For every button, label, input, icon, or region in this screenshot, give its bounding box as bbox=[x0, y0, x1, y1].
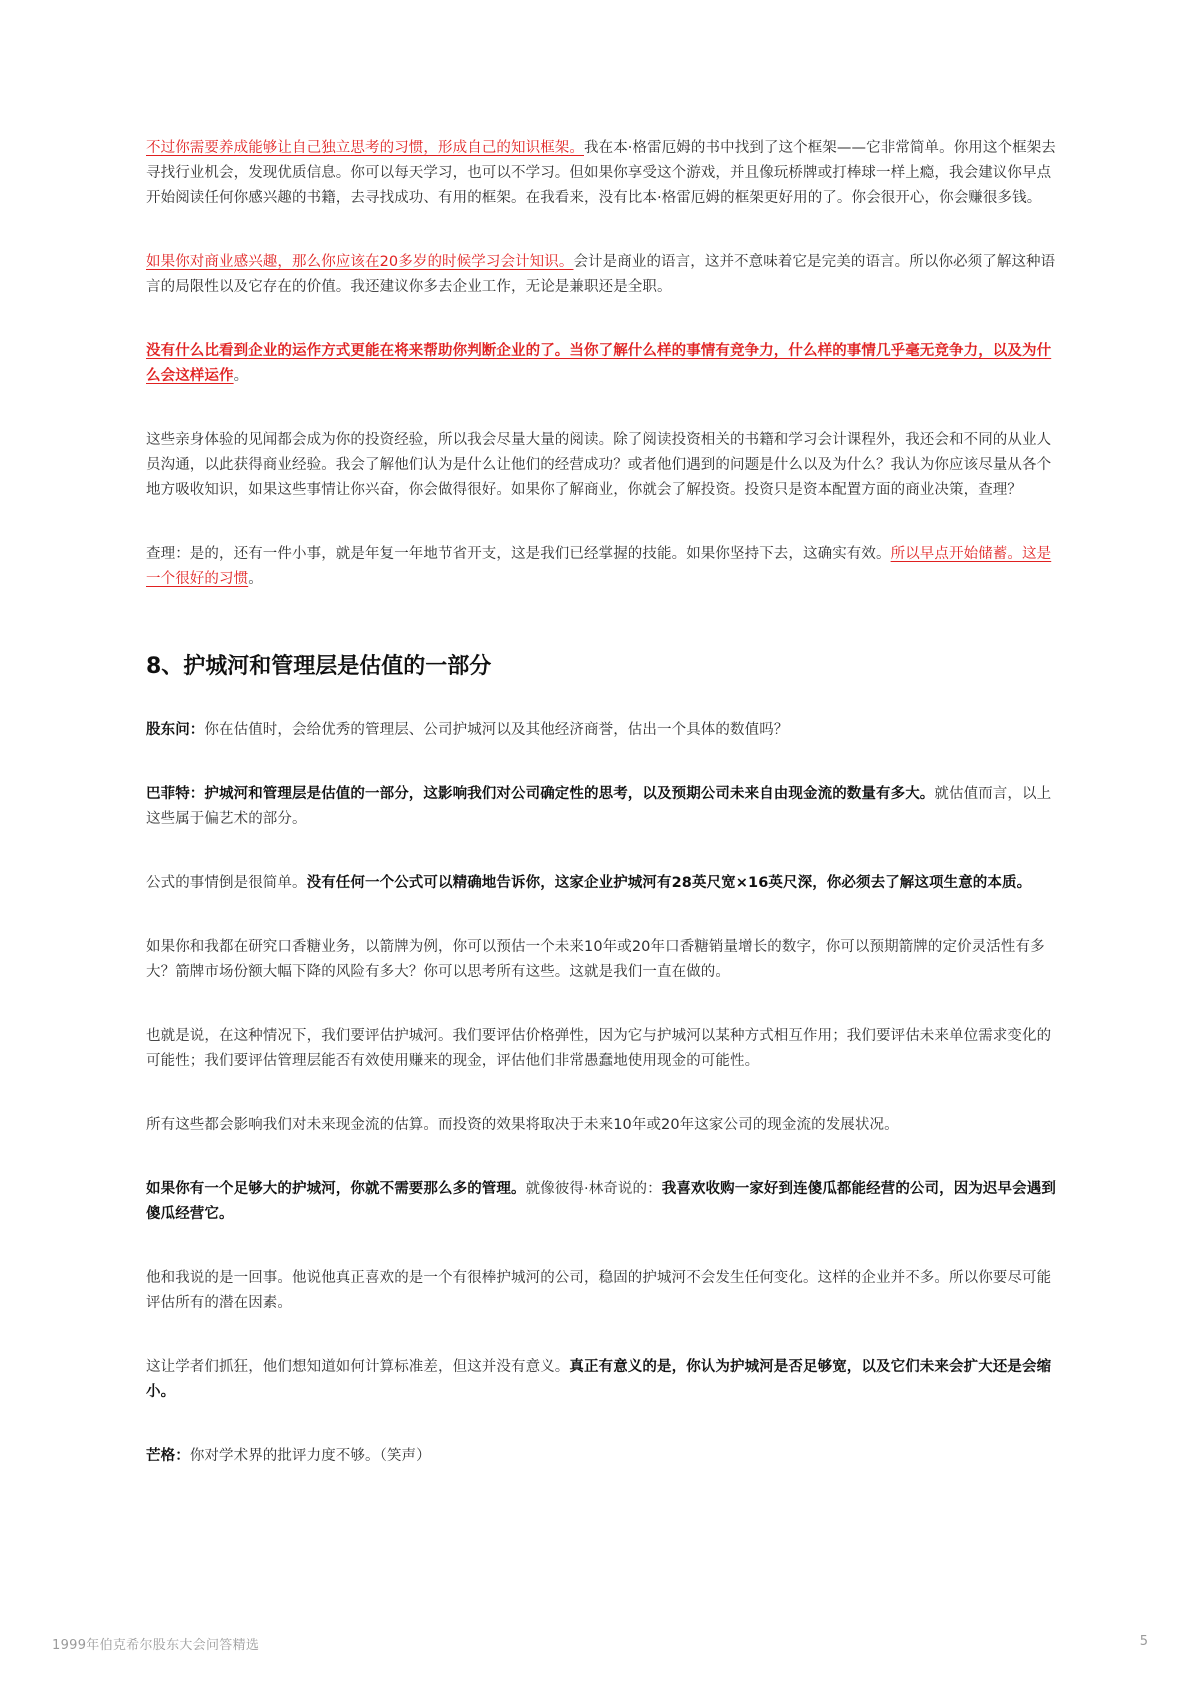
paragraph bbox=[146, 1355, 1058, 1405]
body-text: 就像彼得·林奇说的： bbox=[525, 1181, 662, 1197]
paragraph bbox=[146, 782, 1058, 832]
bottom-paragraphs bbox=[146, 718, 1058, 1469]
bold-text: 如果你有一个足够大的护城河，你就不需要那么多的管理。 bbox=[146, 1181, 526, 1197]
paragraph bbox=[146, 1113, 1058, 1138]
body-text: 会计是商业的语言，这并不意味着它是完美的语言。所以你必须了解这种语言的局限性以及它存在的价值。我还建议你多去企业工作，无论是兼职还是全职。 bbox=[146, 254, 1056, 295]
body-text: 也就是说，在这种情况下，我们要评估护城河。我们要评估价格弹性，因为它与护城河以某种方式相互作用；我们要评估未来单位需求变化的可能性；我们要评估管理层能否有效使用赚来的现金，评估他们非常愚蠢地使用现金的可能性。 bbox=[146, 1028, 1052, 1069]
highlighted-text: 如果你对商业感兴趣，那么你应该在20多岁的时候学习会计知识。 bbox=[146, 254, 574, 270]
paragraph bbox=[146, 542, 1058, 592]
bold-text: 股东问： bbox=[146, 722, 205, 738]
paragraph bbox=[146, 250, 1058, 300]
bold-text: 真正有意义的是，你认为护城河是否足够宽，以及它们未来会扩大还是会缩小。 bbox=[146, 1359, 1052, 1400]
body-text: 这让学者们抓狂，他们想知道如何计算标准差，但这并没有意义。 bbox=[146, 1359, 570, 1375]
paragraph bbox=[146, 136, 1058, 211]
body-text: 我在本·格雷厄姆的书中找到了这个框架——它非常简单。你用这个框架去寻找行业机会，发现优质信息。你可以每天学习，也可以不学习。但如果你享受这个游戏，并且像玩桥牌或打棒球一样上瘾，我会建议你早点开始阅读任何你感兴趣的书籍，去寻找成功、有用的框架。在我看来，没有比本·格雷厄姆的框架更好用的了。你会很开心，你会赚很多钱。 bbox=[146, 140, 1056, 206]
bold-text: 巴菲特：护城河和管理层是估值的一部分，这影响我们对公司确定性的思考，以及预期公司未来自由现金流的数量有多大。 bbox=[146, 786, 935, 802]
paragraph bbox=[146, 1177, 1058, 1227]
bold-text: 没有任何一个公式可以精确地告诉你，这家企业护城河有28英尺宽×16英尺深，你必须去了解这项生意的本质。 bbox=[306, 875, 1032, 891]
footer-document-title: 1999年伯克希尔股东大会问答精选 bbox=[52, 1638, 260, 1653]
body-text: 如果你和我都在研究口香糖业务，以箭牌为例，你可以预估一个未来10年或20年口香糖销量增长的数字，你可以预期箭牌的定价灵活性有多大？箭牌市场份额大幅下降的风险有多大？你可以思考所有这些。这就是我们一直在做的。 bbox=[146, 939, 1045, 980]
body-text: 。 bbox=[233, 368, 249, 384]
body-text: 他和我说的是一回事。他说他真正喜欢的是一个有很棒护城河的公司，稳固的护城河不会发生任何变化。这样的企业并不多。所以你要尽可能评估所有的潜在因素。 bbox=[146, 1270, 1052, 1311]
paragraph bbox=[146, 1266, 1058, 1316]
highlighted-text: 所以早点开始储蓄。这是一个很好的习惯 bbox=[146, 546, 1052, 587]
paragraph bbox=[146, 1444, 1058, 1469]
body-text: 你对学术界的批评力度不够。（笑声） bbox=[189, 1448, 431, 1464]
paragraph bbox=[146, 935, 1058, 985]
body-text: 公式的事情倒是很简单。 bbox=[146, 875, 307, 891]
paragraph bbox=[146, 871, 1058, 896]
paragraph bbox=[146, 718, 1058, 743]
highlighted-text: 不过你需要养成能够让自己独立思考的习惯，形成自己的知识框架。 bbox=[146, 140, 584, 156]
section-heading: 8、护城河和管理层是估值的一部分 bbox=[146, 654, 492, 679]
highlighted-bold-text: 没有什么比看到企业的运作方式更能在将来帮助你判断企业的了。当你了解什么样的事情有竞争力，什么样的事情几乎毫无竞争力，以及为什么会这样运作 bbox=[146, 343, 1052, 384]
bold-text: 我喜欢收购一家好到连傻瓜都能经营的公司，因为迟早会遇到傻瓜经营它。 bbox=[146, 1181, 1056, 1222]
paragraph bbox=[146, 428, 1058, 503]
body-text: 你在估值时，会给优秀的管理层、公司护城河以及其他经济商誉，估出一个具体的数值吗？ bbox=[204, 722, 789, 738]
body-text: 查理：是的，还有一件小事，就是年复一年地节省开支，这是我们已经掌握的技能。如果你坚持下去，这确实有效。 bbox=[146, 546, 891, 562]
body-text: 这些亲身体验的见闻都会成为你的投资经验，所以我会尽量大量的阅读。除了阅读投资相关的书籍和学习会计课程外，我还会和不同的从业人员沟通，以此获得商业经验。我会了解他们认为是什么让他们的经营成功？或者他们遇到的问题是什么以及为什么？我认为你应该尽量从各个地方吸收知识，如果这些事情让你兴奋，你会做得很好。如果你了解商业，你就会了解投资。投资只是资本配置方面的商业决策，查理？ bbox=[146, 432, 1052, 498]
page-content bbox=[146, 136, 1058, 1508]
body-text: 所有这些都会影响我们对未来现金流的估算。而投资的效果将取决于未来10年或20年这家公司的现金流的发展状况。 bbox=[146, 1117, 899, 1133]
paragraph bbox=[146, 339, 1058, 389]
paragraph bbox=[146, 1024, 1058, 1074]
body-text: 就估值而言，以上这些属于偏艺术的部分。 bbox=[146, 786, 1052, 827]
body-text: 。 bbox=[248, 571, 263, 587]
footer-page-number: 5 bbox=[1139, 1634, 1148, 1649]
top-paragraphs bbox=[146, 136, 1058, 592]
bold-text: 芒格： bbox=[146, 1448, 190, 1464]
